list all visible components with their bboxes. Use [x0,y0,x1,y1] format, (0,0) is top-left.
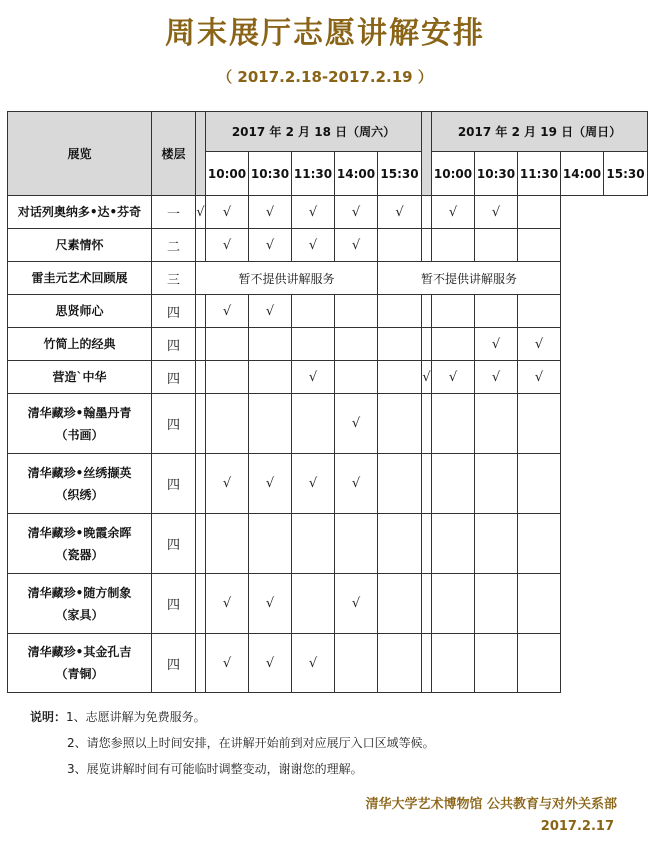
exhibit-name [8,196,152,229]
empty-slot [196,634,206,693]
check-mark: √ [249,454,292,514]
floor: 二 [152,229,196,262]
time-slot-header: 15:30 [378,152,422,196]
floor: 四 [152,634,196,693]
exhibit-name [8,328,152,361]
date-range: （ 2017.2.18-2017.2.19 ） [217,68,433,86]
empty-slot [196,394,206,454]
empty-slot [422,454,432,514]
empty-slot [206,514,249,574]
check-mark: √ [335,196,378,229]
check-mark: √ [422,361,432,394]
check-mark: √ [292,196,335,229]
exhibit-title: 清华藏珍•丝绣撷英 [27,465,132,480]
check-mark: √ [335,394,378,454]
exhibit-name [8,574,152,634]
floor: 四 [152,328,196,361]
empty-slot [335,361,378,394]
exhibit-name [8,454,152,514]
empty-slot [518,574,561,634]
empty-slot [378,514,422,574]
table-row [8,574,648,634]
empty-slot [378,634,422,693]
empty-slot [335,634,378,693]
floor: 四 [152,514,196,574]
exhibit-title: 尺素情怀 [55,238,104,252]
empty-slot [292,394,335,454]
check-mark: √ [518,328,561,361]
time-slot-header: 10:00 [432,152,475,196]
empty-slot [335,328,378,361]
empty-slot [475,454,518,514]
check-mark: √ [249,295,292,328]
check-mark: √ [206,574,249,634]
check-mark: √ [196,196,206,229]
empty-slot [432,454,475,514]
empty-slot [475,634,518,693]
time-slot-header: 11:30 [292,152,335,196]
floor: 四 [152,295,196,328]
exhibit-name [8,514,152,574]
table-row [8,328,648,361]
exhibit-name [8,361,152,394]
table-row [8,229,648,262]
check-mark: √ [335,229,378,262]
floor: 一 [152,196,196,229]
check-mark: √ [206,229,249,262]
empty-slot [432,328,475,361]
time-slot-header: 14:00 [561,152,604,196]
empty-slot [422,574,432,634]
exhibit-name [8,229,152,262]
empty-slot [249,361,292,394]
empty-slot [196,328,206,361]
check-mark: √ [206,454,249,514]
exhibit-title: 清华藏珍•其金孔吉 [27,645,132,659]
check-mark: √ [475,361,518,394]
empty-slot [518,454,561,514]
empty-slot [378,454,422,514]
notes [30,704,435,782]
table-row [8,295,648,328]
empty-slot [378,328,422,361]
empty-slot [196,514,206,574]
empty-slot [292,328,335,361]
exhibit-title: 清华藏珍•随方制象 [27,585,132,600]
time-slot-header: 11:30 [518,152,561,196]
header-day-saturday: 2017 年 2 月 18 日（周六） [206,112,422,152]
table-row [8,454,648,514]
empty-slot [422,295,432,328]
empty-slot [422,196,432,229]
notes-label: 说明： [30,710,67,724]
check-mark: √ [249,229,292,262]
empty-slot [206,361,249,394]
check-mark: √ [432,361,475,394]
exhibit-title: 对话列奥纳多•达•芬奇 [17,205,142,219]
check-mark: √ [292,229,335,262]
exhibit-title: 思贤师心 [55,304,104,318]
empty-slot [518,229,561,262]
empty-slot [292,574,335,634]
time-slot-header: 10:30 [475,152,518,196]
empty-slot [518,634,561,693]
exhibit-category: （书画） [55,427,104,442]
note-item: 3、展览讲解时间有可能临时调整变动，谢谢您的理解。 [67,762,363,776]
column-separator [422,112,432,196]
check-mark: √ [249,634,292,693]
check-mark: √ [206,196,249,229]
empty-slot [206,328,249,361]
empty-slot [378,394,422,454]
table-row [8,514,648,574]
empty-slot [196,229,206,262]
empty-slot [432,229,475,262]
exhibit-title: 清华藏珍•晚霞余晖 [27,525,132,540]
exhibit-category: （青铜） [55,667,104,681]
time-slot-header: 10:00 [206,152,249,196]
header-exhibit: 展览 [8,112,152,196]
table-row [8,361,648,394]
exhibit-title: 竹简上的经典 [43,337,116,351]
check-mark: √ [249,196,292,229]
check-mark: √ [378,196,422,229]
table-row [8,394,648,454]
empty-slot [475,394,518,454]
empty-slot [475,229,518,262]
empty-slot [249,394,292,454]
empty-slot [378,361,422,394]
empty-slot [196,574,206,634]
empty-slot [422,229,432,262]
issue-date: 2017.2.17 [540,819,614,834]
empty-slot [432,514,475,574]
column-separator [196,112,206,196]
empty-slot [432,394,475,454]
check-mark: √ [432,196,475,229]
exhibit-name [8,295,152,328]
exhibit-title: 雷圭元艺术回顾展 [31,271,128,285]
empty-slot [422,394,432,454]
check-mark: √ [475,328,518,361]
empty-slot [422,514,432,574]
empty-slot [475,295,518,328]
exhibit-title: 清华藏珍•翰墨丹青 [27,405,132,420]
time-slot-header: 14:00 [335,152,378,196]
check-mark: √ [335,454,378,514]
note-item: 1、志愿讲解为免费服务。 [66,710,206,724]
empty-slot [378,574,422,634]
floor: 四 [152,574,196,634]
check-mark: √ [475,196,518,229]
time-slot-header: 15:30 [604,152,648,196]
empty-slot [518,196,561,229]
empty-slot [432,295,475,328]
page-title: 周末展厅志愿讲解安排 [165,16,485,51]
time-slot-header: 10:30 [249,152,292,196]
empty-slot [422,634,432,693]
empty-slot [249,328,292,361]
check-mark: √ [292,361,335,394]
empty-slot [518,295,561,328]
table-row [8,196,648,229]
check-mark: √ [206,634,249,693]
table-row [8,262,648,295]
exhibit-category: （织绣） [55,487,104,502]
floor: 三 [152,262,196,295]
no-service-note: 暂不提供讲解服务 [196,262,378,295]
check-mark: √ [292,634,335,693]
empty-slot [292,295,335,328]
empty-slot [475,574,518,634]
empty-slot [432,574,475,634]
empty-slot [422,328,432,361]
floor: 四 [152,361,196,394]
exhibit-category: （瓷器） [55,547,104,562]
empty-slot [378,295,422,328]
exhibit-name [8,634,152,693]
empty-slot [292,514,335,574]
note-item: 2、请您参照以上时间安排，在讲解开始前到对应展厅入口区域等候。 [67,736,435,750]
empty-slot [196,361,206,394]
organization-name: 清华大学艺术博物馆 公共教育与对外关系部 [365,797,617,812]
empty-slot [475,514,518,574]
empty-slot [378,229,422,262]
empty-slot [196,295,206,328]
empty-slot [518,514,561,574]
check-mark: √ [206,295,249,328]
empty-slot [335,514,378,574]
check-mark: √ [518,361,561,394]
exhibit-name [8,394,152,454]
header-day-sunday: 2017 年 2 月 19 日（周日） [432,112,648,152]
empty-slot [196,454,206,514]
check-mark: √ [249,574,292,634]
empty-slot [518,394,561,454]
no-service-note: 暂不提供讲解服务 [378,262,561,295]
check-mark: √ [292,454,335,514]
empty-slot [335,295,378,328]
table-row [8,634,648,693]
floor: 四 [152,454,196,514]
floor: 四 [152,394,196,454]
exhibit-name [8,262,152,295]
empty-slot [432,634,475,693]
empty-slot [249,514,292,574]
empty-slot [206,394,249,454]
schedule-table [7,111,648,693]
exhibit-category: （家具） [55,607,104,622]
exhibit-title: 营造`中华 [52,370,107,384]
header-floor: 楼层 [152,112,196,196]
check-mark: √ [335,574,378,634]
